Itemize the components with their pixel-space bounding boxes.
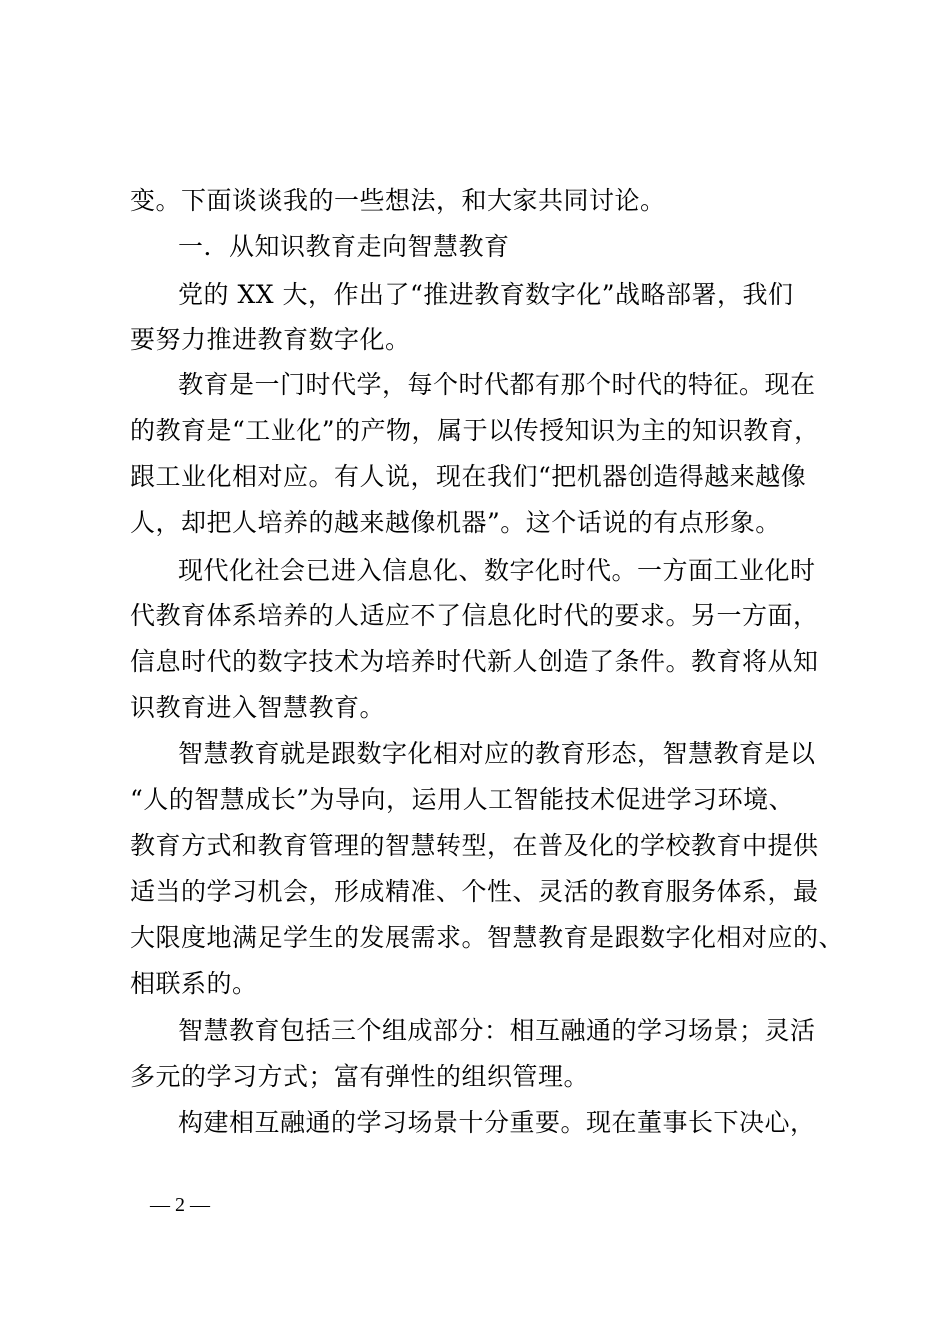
paragraph-line: 的教育是“工业化”的产物，属于以传授知识为主的知识教育， xyxy=(130,416,820,445)
paragraph-line: 现代化社会已进入信息化、数字化时代。一方面工业化时 xyxy=(178,556,816,585)
paragraph-line: 教育方式和教育管理的智慧转型，在普及化的学校教育中提供 xyxy=(130,831,819,860)
paragraph-line: 构建相互融通的学习场景十分重要。现在董事长下决心， xyxy=(178,1108,816,1137)
paragraph-line: 相联系的。 xyxy=(130,969,258,998)
paragraph-line: 教育是一门时代学，每个时代都有那个时代的特征。现在 xyxy=(178,370,816,399)
paragraph-line: 识教育进入智慧教育。 xyxy=(130,693,386,722)
paragraph-line: 智慧教育包括三个组成部分：相互融通的学习场景；灵活 xyxy=(178,1016,816,1045)
paragraph-line: 要努力推进教育数字化。 xyxy=(130,325,411,354)
paragraph-line: 人，却把人培养的越来越像机器”。这个话说的有点形象。 xyxy=(130,508,781,537)
paragraph-line: 大限度地满足学生的发展需求。智慧教育是跟数字化相对应的、 xyxy=(130,923,845,952)
page-number: — 2 — xyxy=(150,1194,210,1216)
paragraph-line: 党的 XX 大，作出了“推进教育数字化”战略部署，我们 xyxy=(178,280,794,309)
paragraph-line: 多元的学习方式；富有弹性的组织管理。 xyxy=(130,1062,590,1091)
paragraph-line: 智慧教育就是跟数字化相对应的教育形态，智慧教育是以 xyxy=(178,739,816,768)
paragraph-line: 代教育体系培养的人适应不了信息化时代的要求。另一方面， xyxy=(130,601,819,630)
paragraph-line: “人的智慧成长”为导向，运用人工智能技术促进学习环境、 xyxy=(130,785,795,814)
paragraph-line: 跟工业化相对应。有人说，现在我们“把机器创造得越来越像 xyxy=(130,462,807,491)
section-heading: 一．从知识教育走向智慧教育 xyxy=(178,232,510,261)
paragraph-line: 适当的学习机会，形成精准、个性、灵活的教育服务体系，最 xyxy=(130,877,819,906)
paragraph-line: 变。下面谈谈我的一些想法，和大家共同讨论。 xyxy=(130,186,666,215)
paragraph-line: 信息时代的数字技术为培养时代新人创造了条件。教育将从知 xyxy=(130,647,819,676)
